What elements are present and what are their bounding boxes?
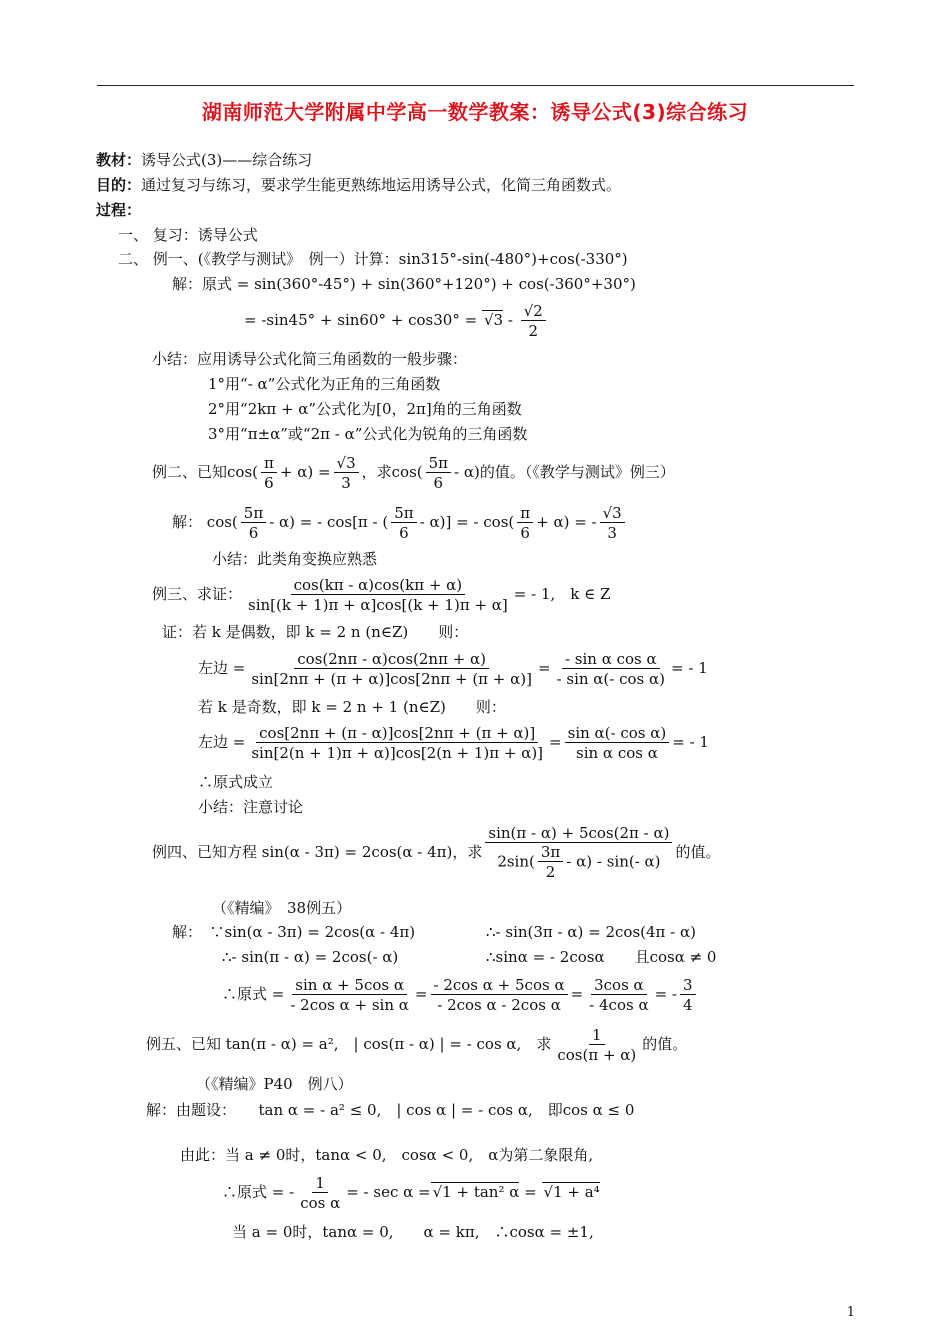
line-jiaocai <box>96 150 312 170</box>
ex5-prefix: 例五、已知 tan(π - α) = a², | cos(π - α) | = - cos α, 求 <box>146 1035 552 1053</box>
ex4-frac <box>485 824 672 882</box>
ex5-sqrt-2: √ 1 + a⁴ <box>542 1182 600 1201</box>
ex2-sol-six: 6 <box>248 523 259 542</box>
ex2-sol-six-c: 6 <box>520 523 530 542</box>
example4-sol-1a: 解： ∵sin(α - 3π) = 2cos(α - 4π) <box>172 923 416 941</box>
ex3-eq1: = <box>537 659 551 677</box>
ex4-sol-frac4 <box>680 976 696 1015</box>
example3-odd-proof <box>198 720 709 764</box>
ex2-sqrt3: √3 <box>334 454 359 473</box>
ex5-tail: 的值。 <box>642 1035 688 1053</box>
ex3-left: 左边 = <box>198 659 246 677</box>
section-review: 一、 复习：诱导公式 <box>118 226 258 244</box>
ex3-eq-m1: = - 1 <box>671 659 708 677</box>
ex5-sol3a: ∴原式 = - <box>222 1183 295 1201</box>
text-mudi: 通过复习与练习，要求学生能更熟练地运用诱导公式，化简三角函数式。 <box>141 176 622 194</box>
ex1-frac-den: 2 <box>528 321 539 340</box>
ex2-frac-sqrt3 <box>334 454 359 493</box>
ex1-fraction <box>521 302 546 341</box>
ex4-f1n: sin α + 5cos α <box>292 976 407 995</box>
page-title: 湖南师范大学附属中学高一数学教案：诱导公式(3)综合练习 <box>201 100 749 124</box>
ex4-f1d: - 2cos α + sin α <box>290 995 409 1014</box>
ex4-den-frac-d: 2 <box>545 863 556 881</box>
ex3-eq2: = <box>549 733 562 751</box>
example4-sol-1b: ∴- sin(3π - α) = 2cos(4π - α) <box>486 923 696 941</box>
label-jiaocai: 教材： <box>96 151 142 169</box>
ex4-num: sin(π - α) + 5cos(2π - α) <box>485 824 672 843</box>
example4-question <box>152 820 720 884</box>
ex3-left-b: 左边 = <box>198 733 246 751</box>
ex5-num: 1 <box>589 1026 605 1045</box>
ex4-f4n: 3 <box>680 976 696 995</box>
ex2-three: 3 <box>341 473 351 492</box>
ex2-ref: （《教学与测试》例三） <box>524 463 675 481</box>
summary-title: 小结：应用诱导公式化简三角函数的一般步骤： <box>152 350 468 368</box>
label-mudi: 目的： <box>96 176 142 194</box>
ex2-sol-frac3 <box>517 504 533 543</box>
ex2-sol-three: 3 <box>607 523 617 542</box>
ex3-odd-frac1 <box>248 724 546 763</box>
ex1-frac-num: √2 <box>521 302 546 321</box>
ex4-sol-frac1 <box>287 976 412 1015</box>
ex2-sol-5pi: 5π <box>241 504 266 523</box>
ex4-f4d: 4 <box>683 995 693 1014</box>
example4-sol-2a: ∴- sin(π - α) = 2cos(- α) <box>222 948 399 966</box>
ex3-odd-frac2 <box>565 724 670 763</box>
ex2-sol-frac1 <box>241 504 266 543</box>
ex5-sqrt-1: √ 1 + tan² α <box>431 1182 520 1201</box>
ex3-e-den: sin[2nπ + (π + α)]cos[2nπ + (π + α)] <box>251 669 532 688</box>
example1-question: 二、 例一、(《教学与测试》 例一）计算：sin315°-sin(-480°)+cos(-330°) <box>118 250 628 268</box>
ex2-six: 6 <box>264 473 274 492</box>
ex3-e-num2: - sin α cos α <box>562 650 660 669</box>
ex5-sol3-d: cos α <box>300 1193 341 1212</box>
example3-odd-case: 若 k 是奇数，即 k = 2 n + 1 (n∈Z) 则： <box>198 698 506 716</box>
example3-summary: 小结：注意讨论 <box>198 798 304 816</box>
example5-sol-2: 由此：当 a ≠ 0时，tanα < 0, cosα < 0, α为第二象限角, <box>180 1146 594 1164</box>
ex4-sol-frac3 <box>586 976 651 1015</box>
ex3-e-den2: - sin α(- cos α) <box>556 669 666 688</box>
example2-question <box>152 450 675 494</box>
ex2-cos2: cos( <box>391 463 423 481</box>
ex3-even-frac2 <box>554 650 668 689</box>
summary-step-2: 2°用“2kπ + α”公式化为[0，2π]角的三角函数 <box>208 400 522 418</box>
ex2-mid: ，求 <box>361 463 392 481</box>
ex4-tail: 的值。 <box>675 843 721 861</box>
ex2-sol-c: - α)] = - cos( <box>419 513 515 531</box>
ex2-5pi: 5π <box>426 454 451 473</box>
summary-step-3: 3°用“π±α”或“2π - α”公式化为锐角的三角函数 <box>208 425 528 443</box>
ex2-sol-a: cos( <box>206 513 238 531</box>
example3-even-proof <box>198 646 708 690</box>
example1-solution-2 <box>244 300 549 341</box>
ex3-e-num: cos(2nπ - α)cos(2nπ + α) <box>294 650 489 669</box>
ex4-eq1: = <box>414 985 428 1003</box>
ex4-den-frac <box>538 843 563 882</box>
ex3-o-den2: sin α cos α <box>576 743 658 762</box>
example5-sol-4: 当 a = 0时，tanα = 0, α = kπ, ∴cosα = ±1, <box>232 1223 594 1241</box>
page-number: 1 <box>846 1305 855 1320</box>
ex2-six-b: 6 <box>433 473 444 492</box>
ex4-eqm: = - <box>654 985 677 1003</box>
example4-sol-2b: ∴sinα = - 2cosα 且cosα ≠ 0 <box>486 948 717 966</box>
ex5-sol3-n: 1 <box>312 1174 328 1193</box>
ex4-prefix: 例四、已知方程 sin(α - 3π) = 2cos(α - 4π)，求 <box>152 843 483 861</box>
top-rule <box>97 85 854 86</box>
example1-solution-1: 解：原式 = sin(360°-45°) + sin(360°+120°) + cos(-360°+30°) <box>172 275 636 293</box>
example5-sol-1: 解：由题设： tan α = - a² ≤ 0, | cos α | = - cos α, 即cos α ≤ 0 <box>146 1101 635 1119</box>
ex2-cos: cos( <box>227 463 258 481</box>
ex2-prefix: 例二、已知 <box>152 463 228 481</box>
ex2-sol-sqrt3: √3 <box>600 504 625 523</box>
ex2-minus-a: - α)的值。 <box>454 463 525 481</box>
ex4-den <box>494 843 663 882</box>
example3-conclusion: ∴原式成立 <box>198 773 274 791</box>
ex4-sol-frac2 <box>431 976 568 1015</box>
ex4-den-frac-n: 3π <box>538 843 563 862</box>
ex3-even-frac1 <box>248 650 535 689</box>
ex2-sol-5pi-b: 5π <box>391 504 416 523</box>
ex4-f2n: - 2cos α + 5cos α <box>431 976 568 995</box>
line-mudi <box>96 175 621 195</box>
example4-sol-3 <box>222 972 699 1016</box>
ex3-o-num2: sin α(- cos α) <box>565 724 670 743</box>
ex2-sol-d: + α) = - <box>536 513 597 531</box>
ex3-num: cos(kπ - α)cos(kπ + α) <box>291 576 466 595</box>
ex2-pi: π <box>261 454 277 473</box>
ex5-eq: = <box>524 1183 537 1201</box>
example4-ref: （《精编》 38例五） <box>212 899 352 917</box>
example3-even-case: 证：若 k 是偶数，即 k = 2 n (n∈Z) 则： <box>162 623 469 641</box>
example2-solution <box>172 500 628 544</box>
ex1-sqrt3: √ 3 <box>482 310 503 329</box>
ex2-frac-5pi6 <box>426 454 451 493</box>
ex5-den: cos(π + α) <box>557 1045 637 1064</box>
ex4-den-b: - α) - sin(- α) <box>566 852 661 871</box>
ex3-tail: = - 1, k ∈ Z <box>513 585 611 603</box>
example5-question <box>146 1022 687 1066</box>
ex2-sol-frac4 <box>600 504 625 543</box>
ex2-sol-six-b: 6 <box>399 523 409 542</box>
summary-step-1: 1°用“- α”公式化为正角的三角函数 <box>208 375 441 393</box>
ex3-den: sin[(k + 1)π + α]cos[(k + 1)π + α] <box>248 595 508 614</box>
ex5-frac <box>554 1026 639 1065</box>
ex3-o-den: sin[2(n + 1)π + α)]cos[2(n + 1)π + α)] <box>251 743 544 762</box>
ex1-expression: = -sin45° + sin60° + cos30° = <box>244 311 478 329</box>
ex1-minus: - <box>507 311 513 329</box>
ex2-sol-b: - α) = - cos[π - ( <box>269 513 389 531</box>
ex3-eq-m1-b: = - 1 <box>672 733 709 751</box>
ex5-sol3-frac <box>297 1174 343 1213</box>
ex3-o-num: cos[2nπ + (π - α)]cos[2nπ + (π + α)] <box>256 724 538 743</box>
example3-question <box>152 572 610 616</box>
label-guocheng: 过程： <box>96 201 142 219</box>
example2-summary: 小结：此类角变换应熟悉 <box>212 550 378 568</box>
ex2-sol-label: 解： <box>172 513 203 531</box>
ex2-plus-a: + α) = <box>279 463 331 481</box>
example5-sol-3 <box>222 1170 600 1214</box>
ex5-sol3b: = - sec α = <box>346 1183 431 1201</box>
ex4-f2d: - 2cos α - 2cos α <box>437 995 561 1014</box>
ex2-sol-frac2 <box>391 504 416 543</box>
ex2-frac-pi6 <box>261 454 277 493</box>
ex4-den-a: 2sin( <box>497 852 535 871</box>
ex3-frac <box>245 576 511 615</box>
ex4-f3n: 3cos α <box>591 976 647 995</box>
ex3-prefix: 例三、求证： <box>152 585 243 603</box>
ex4-eq2: = <box>570 985 584 1003</box>
ex2-sol-pi: π <box>517 504 533 523</box>
example5-ref: （《精编》P40 例八） <box>196 1075 353 1093</box>
ex4-sol3-label: ∴原式 = <box>222 985 285 1003</box>
ex4-f3d: - 4cos α <box>589 995 649 1014</box>
text-jiaocai: 诱导公式(3)——综合练习 <box>141 151 313 169</box>
